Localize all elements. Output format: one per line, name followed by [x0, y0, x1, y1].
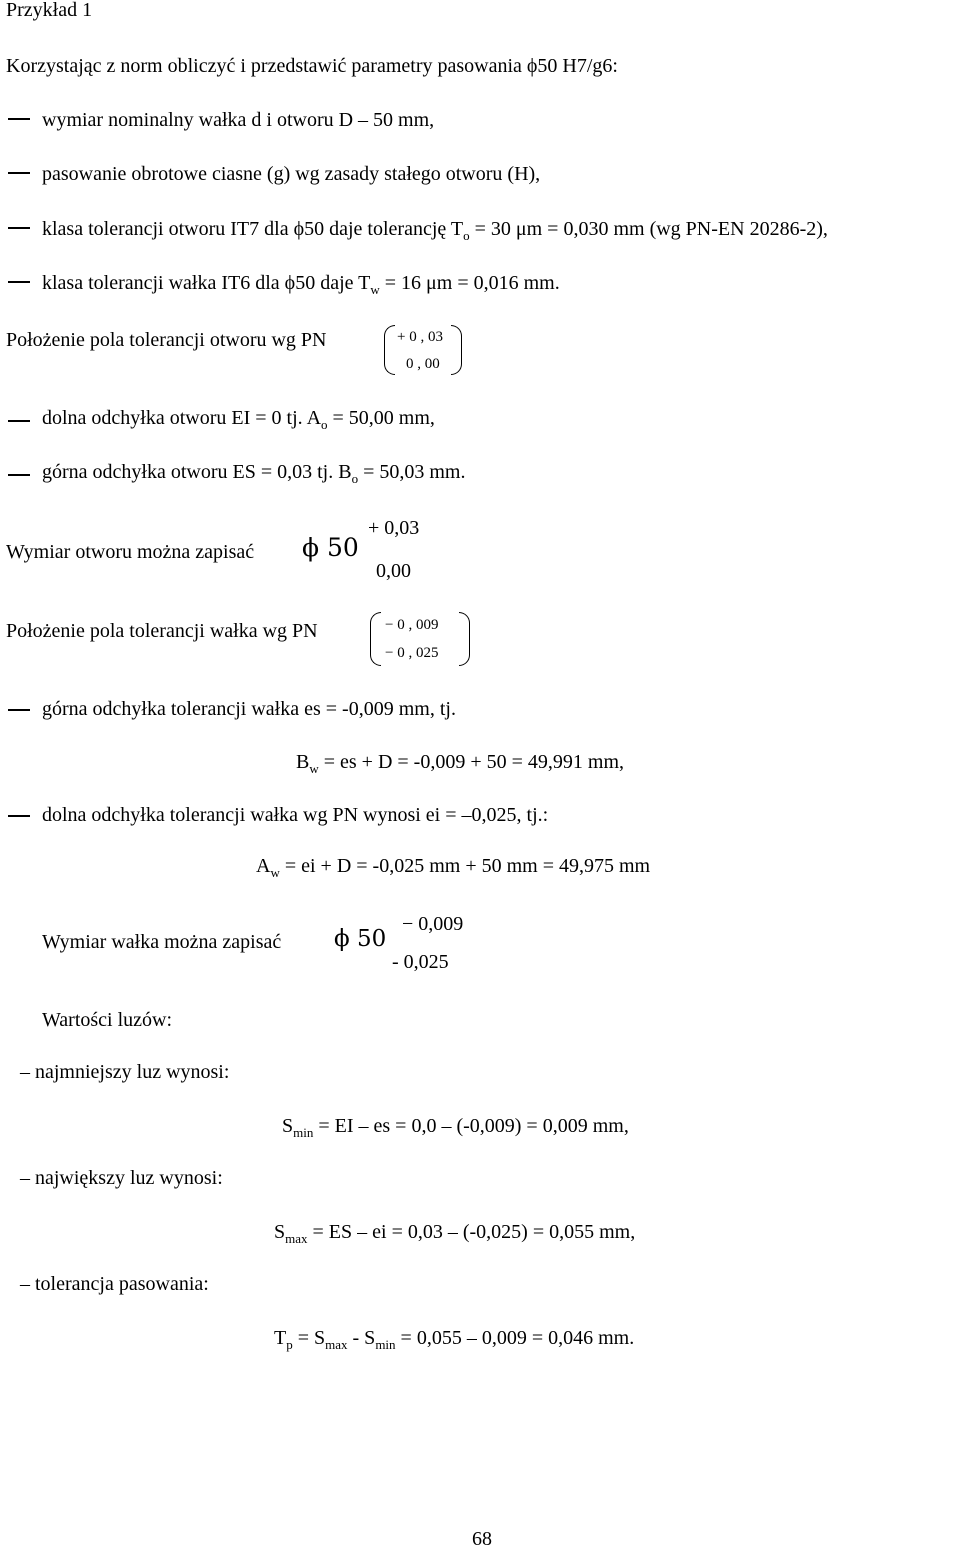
hole-notation-upper: + 0,03	[368, 517, 420, 539]
smin-expression: = EI – es = 0,0 – (-0,009) = 0,009 mm,	[313, 1115, 629, 1137]
aw-symbol: A	[256, 855, 271, 877]
hole-dimension: ϕ 50	[302, 533, 359, 562]
hole-class-text-end: = 30 μm = 0,030 mm (wg PN-EN 20286-2),	[469, 218, 828, 240]
shaft-lower-deviation: dolna odchyłka tolerancji wałka wg PN wynosi ei = –0,025, tj.:	[42, 804, 549, 826]
bullet-dash	[8, 118, 30, 120]
paren-left	[370, 612, 381, 666]
example-heading: Przykład 1	[6, 0, 93, 21]
bw-expression: = es + D = -0,009 + 50 = 49,991 mm,	[318, 751, 625, 773]
paren-right	[459, 612, 470, 666]
tp-smin: - S	[347, 1327, 376, 1349]
tp-smin-sub: min	[375, 1337, 396, 1352]
smin-sub: min	[293, 1125, 314, 1140]
smax-symbol: S	[274, 1221, 286, 1243]
hole-lower-text-end: = 50,00 mm,	[327, 407, 435, 429]
hole-upper-text: górna odchyłka otworu ES = 0,03 tj. B	[42, 461, 352, 483]
hole-position-lower: 0 , 00	[406, 356, 440, 372]
bullet-dash	[8, 172, 30, 174]
hole-lower-text: dolna odchyłka otworu EI = 0 tj. A	[42, 407, 322, 429]
bullet-dash	[8, 420, 30, 422]
bullet-dash	[8, 815, 30, 817]
smax-expression: = ES – ei = 0,03 – (-0,025) = 0,055 mm,	[307, 1221, 636, 1243]
smin-formula	[282, 1115, 629, 1140]
tp-sub: p	[286, 1337, 293, 1352]
page-number: 68	[472, 1528, 492, 1550]
item-fit-type: pasowanie obrotowe ciasne (g) wg zasady stałego otworu (H),	[42, 163, 541, 185]
shaft-notation-upper: − 0,009	[402, 913, 464, 935]
item-shaft-class	[42, 272, 560, 297]
item-nominal: wymiar nominalny wałka d i otworu D – 50 mm,	[42, 109, 435, 131]
smin-symbol: S	[282, 1115, 294, 1137]
hole-notation-label: Wymiar otworu można zapisać	[6, 541, 255, 563]
shaft-class-text-end: = 16 μm = 0,016 mm.	[379, 272, 560, 294]
bullet-dash	[8, 227, 30, 229]
fit-tolerance-label: – tolerancja pasowania:	[20, 1273, 209, 1295]
bw-symbol: B	[296, 751, 310, 773]
hole-upper-deviation	[42, 461, 466, 486]
paren-left	[384, 325, 395, 375]
tp-smax: = S	[292, 1327, 326, 1349]
shaft-position-lower: − 0 , 025	[385, 645, 439, 661]
shaft-class-text: klasa tolerancji wałka IT6 dla ϕ50 daje T	[42, 272, 371, 294]
shaft-dimension: ϕ 50	[334, 926, 387, 952]
hole-upper-sub: o	[351, 471, 359, 486]
paren-right	[451, 325, 462, 375]
aw-formula	[256, 855, 651, 880]
hole-class-text: klasa tolerancji otworu IT7 dla ϕ50 daje tolerancję T	[42, 218, 464, 240]
smax-formula	[274, 1221, 636, 1246]
shaft-upper-deviation: górna odchyłka tolerancji wałka es = -0,009 mm, tj.	[42, 698, 456, 720]
intro-text: Korzystając z norm obliczyć i przedstawić parametry pasowania ϕ50 H7/g6:	[6, 55, 618, 77]
shaft-notation-label: Wymiar wałka można zapisać	[42, 931, 282, 953]
hole-lower-sub: o	[321, 417, 328, 432]
aw-sub: w	[270, 865, 280, 880]
tp-symbol: T	[274, 1327, 287, 1349]
item-hole-class	[42, 218, 828, 243]
hole-lower-deviation	[42, 407, 435, 432]
min-clearance-label: – najmniejszy luz wynosi:	[20, 1061, 230, 1083]
tp-expression: = 0,055 – 0,009 = 0,046 mm.	[395, 1327, 635, 1349]
clearances-heading: Wartości luzów:	[42, 1009, 173, 1031]
hole-position-upper: + 0 , 03	[397, 329, 443, 345]
bullet-dash	[8, 281, 30, 283]
hole-upper-text-end: = 50,03 mm.	[358, 461, 466, 483]
hole-notation-lower: 0,00	[376, 560, 411, 582]
aw-expression: = ei + D = -0,025 mm + 50 mm = 49,975 mm	[279, 855, 651, 877]
hole-position-label: Położenie pola tolerancji otworu wg PN	[6, 329, 327, 351]
hole-class-sub: o	[463, 228, 470, 243]
bw-formula	[296, 751, 625, 776]
tp-smax-sub: max	[325, 1337, 348, 1352]
bullet-dash	[8, 709, 30, 711]
bw-sub: w	[309, 761, 319, 776]
max-clearance-label: – największy luz wynosi:	[20, 1167, 223, 1189]
shaft-notation-lower: - 0,025	[392, 951, 449, 973]
tp-formula	[274, 1327, 635, 1352]
smax-sub: max	[285, 1231, 308, 1246]
shaft-position-upper: − 0 , 009	[385, 617, 439, 633]
shaft-position-label: Położenie pola tolerancji wałka wg PN	[6, 620, 318, 642]
bullet-dash	[8, 474, 30, 476]
shaft-class-sub: w	[370, 282, 380, 297]
